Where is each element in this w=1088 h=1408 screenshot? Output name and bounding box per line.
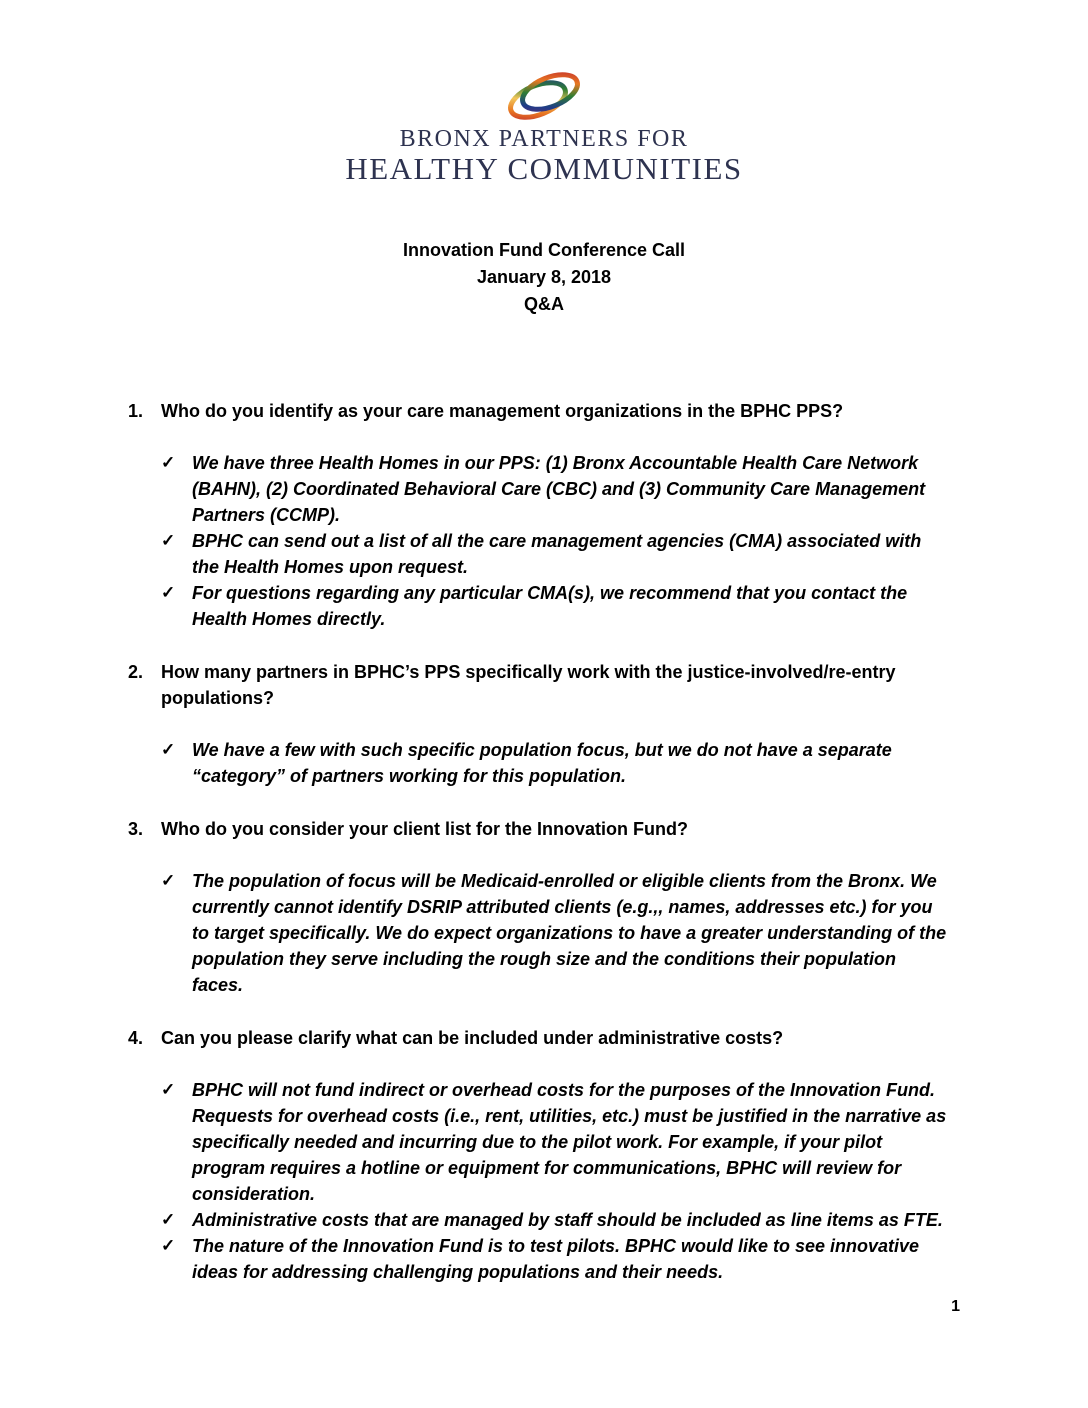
- document-title-block: [0, 237, 1088, 318]
- question-heading: [128, 816, 958, 842]
- question-number: 2.: [128, 662, 144, 682]
- question-number: 3.: [128, 819, 144, 839]
- logo-org-name-line2: HEALTHY COMMUNITIES: [345, 151, 743, 186]
- answer-text: Administrative costs that are managed by staff should be included as line items as FTE.: [192, 1210, 943, 1230]
- question-number: 4.: [128, 1028, 144, 1048]
- checkmark-icon: ✓: [161, 531, 176, 550]
- answer-item: [161, 1233, 958, 1285]
- answers-list: [128, 737, 958, 789]
- question-block-2: [128, 659, 958, 789]
- answers-list: [128, 1077, 958, 1285]
- answer-text: For questions regarding any particular CMA(s), we recommend that you contact the Health Homes directly.: [192, 583, 908, 629]
- checkmark-icon: ✓: [161, 740, 176, 759]
- answer-text: The population of focus will be Medicaid-enrolled or eligible clients from the Bronx. We currently cannot identify DSRIP attributed clients (e.g.,, names, addresses etc.) for you to target specifically. We do expect organizations to have a greater understanding of the population they serve including the rough size and the conditions their population faces.: [192, 871, 947, 995]
- qa-list: [128, 398, 958, 1285]
- question-block-1: [128, 398, 958, 632]
- answer-item: [161, 450, 958, 528]
- question-block-4: [128, 1025, 958, 1285]
- question-text: Who do you identify as your care management organizations in the BPHC PPS?: [161, 401, 844, 421]
- page-number: 1: [951, 1298, 960, 1315]
- answer-item: [161, 737, 958, 789]
- question-heading: [128, 659, 958, 711]
- document-date: January 8, 2018: [476, 267, 612, 287]
- question-heading: [128, 398, 958, 424]
- checkmark-icon: ✓: [161, 453, 176, 472]
- checkmark-icon: ✓: [161, 871, 176, 890]
- checkmark-icon: ✓: [161, 1236, 176, 1255]
- answer-item: [161, 580, 958, 632]
- answer-item: [161, 1077, 958, 1207]
- answer-item: [161, 528, 958, 580]
- question-text: Can you please clarify what can be included under administrative costs?: [161, 1028, 784, 1048]
- checkmark-icon: ✓: [161, 583, 176, 602]
- answers-list: [128, 450, 958, 632]
- document-title: Innovation Fund Conference Call: [402, 240, 685, 260]
- organization-logo: [0, 68, 1088, 185]
- document-subtitle: Q&A: [524, 294, 564, 314]
- question-block-3: [128, 816, 958, 998]
- question-number: 1.: [128, 401, 144, 421]
- question-heading: [128, 1025, 958, 1051]
- answer-text: BPHC can send out a list of all the care management agencies (CMA) associated with the Health Homes upon request.: [192, 531, 922, 577]
- answers-list: [128, 868, 958, 998]
- checkmark-icon: ✓: [161, 1080, 176, 1099]
- answer-text: BPHC will not fund indirect or overhead costs for the purposes of the Innovation Fund. Requests for overhead costs (i.e., rent, utilities, etc.) must be justified in the narrative as specifically needed and incurring due to the pilot work. For example, if your pilot program requires a hotline or equipment for communications, BPHC will review for consideration.: [192, 1080, 947, 1204]
- answer-item: [161, 1207, 958, 1233]
- question-text: Who do you consider your client list for the Innovation Fund?: [161, 819, 688, 839]
- answer-text: We have a few with such specific population focus, but we do not have a separate “category” of partners working for this population.: [192, 740, 892, 786]
- logo-org-name-line1: BRONX PARTNERS FOR: [399, 126, 689, 152]
- checkmark-icon: ✓: [161, 1210, 176, 1229]
- question-text: How many partners in BPHC’s PPS specifically work with the justice-involved/re-entry populations?: [161, 662, 896, 708]
- answer-text: The nature of the Innovation Fund is to test pilots. BPHC would like to see innovative ideas for addressing challenging populations and their needs.: [192, 1236, 920, 1282]
- logo-rings-icon: [494, 68, 594, 124]
- answer-item: [161, 868, 958, 998]
- answer-text: We have three Health Homes in our PPS: (1) Bronx Accountable Health Care Network (BAHN), (2) Coordinated Behavioral Care (CBC) and (3) Community Care Management Partners (CCMP).: [192, 453, 926, 525]
